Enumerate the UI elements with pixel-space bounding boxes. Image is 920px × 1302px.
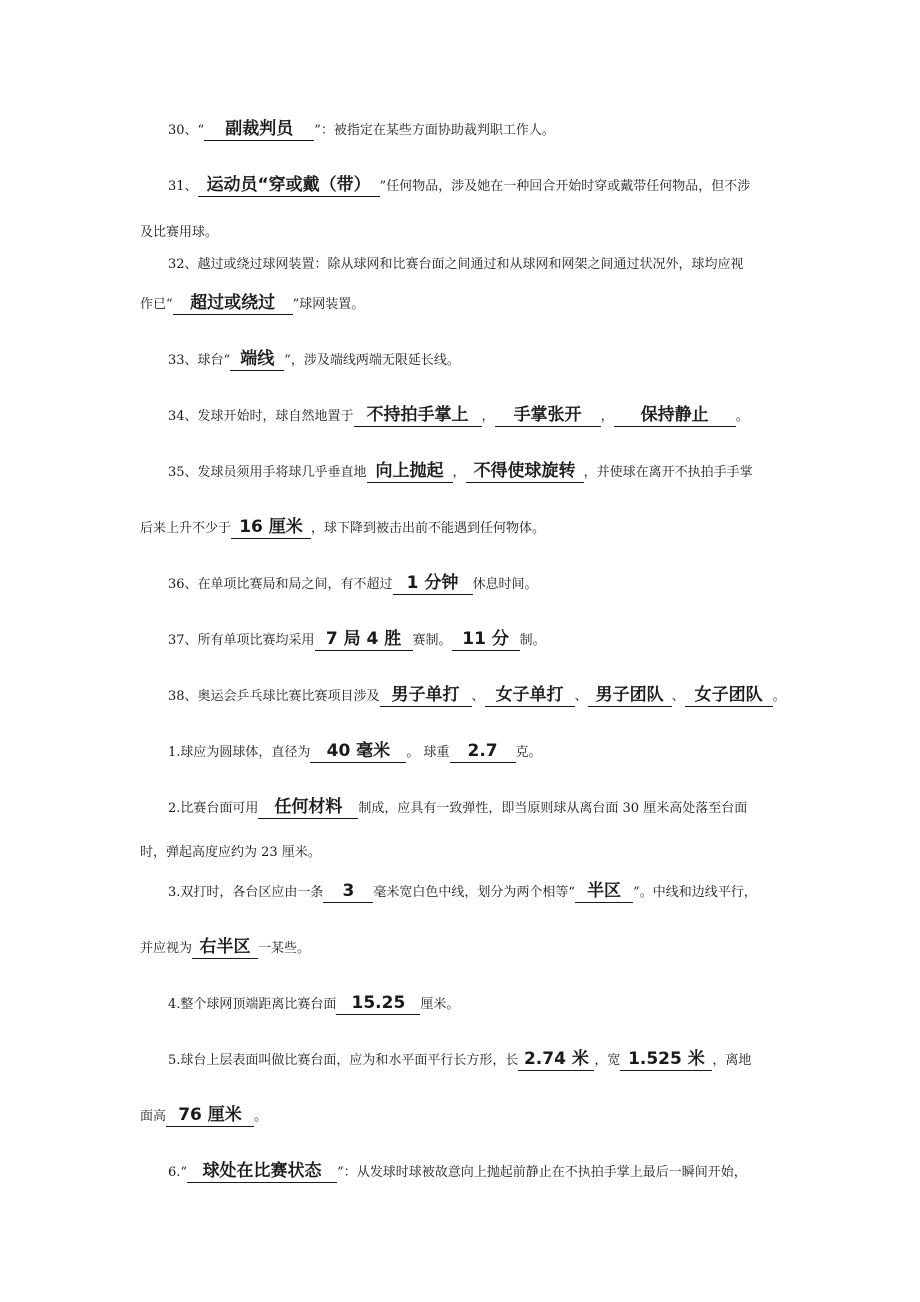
body-text: 。	[254, 1109, 268, 1124]
body-text: 1.球应为圆球体，直径为	[168, 745, 311, 760]
answer-blank: 副裁判员	[204, 118, 314, 141]
body-text: ，并使球在离开不执拍手手掌	[583, 465, 753, 480]
body-text: 3.双打时，各台区应由一条	[168, 885, 324, 900]
text-line	[0, 116, 920, 146]
answer-blank: 40 毫米	[310, 740, 406, 763]
answer-blank: 男子单打	[380, 684, 472, 707]
answer-blank: 11 分	[452, 628, 520, 651]
text-line	[0, 626, 920, 656]
body-text: ，	[600, 409, 614, 424]
body-text: 35、发球员须用手将球几乎垂直地	[168, 465, 367, 480]
body-text: ，离地	[712, 1053, 752, 1068]
text-line	[0, 682, 920, 712]
answer-blank: 球处在比赛状态	[187, 1160, 337, 1183]
body-text: ”：从发球时球被故意向上抛起前静止在不执拍手掌上最后一瞬间开始，	[337, 1165, 747, 1180]
body-text: 、	[671, 689, 685, 704]
body-text: 作已“	[140, 297, 173, 312]
body-text: 31、	[168, 179, 198, 194]
text-line	[0, 402, 920, 432]
body-text: 厘米。	[420, 997, 460, 1012]
answer-blank: 1 分钟	[393, 572, 473, 595]
text-line	[0, 346, 920, 376]
text-line	[0, 458, 920, 488]
answer-blank: 超过或绕过	[173, 292, 293, 315]
body-text: 32、越过或绕过球网装置：除从球网和比赛台面之间通过和从球网和网架之间通过状况外，球均应视	[168, 257, 744, 272]
body-text: 制。	[519, 633, 546, 648]
body-text: 后来上升不少于	[140, 521, 232, 536]
answer-blank: 任何材料	[258, 796, 358, 819]
text-line	[0, 934, 920, 964]
answer-blank: 手掌张开	[495, 404, 601, 427]
body-text: 制成，应具有一致弹性，即当原则球从离台面 30 厘米高处落至台面	[358, 801, 748, 816]
body-text: 38、奥运会乒乓球比赛比赛项目涉及	[168, 689, 380, 704]
answer-blank: 右半区	[192, 936, 258, 959]
answer-blank: 保持静止	[614, 404, 736, 427]
body-text: 及比赛用球。	[140, 225, 219, 240]
body-text: 毫米宽白色中线，划分为两个相等“	[373, 885, 576, 900]
answer-blank: 15.25	[336, 992, 420, 1015]
body-text: ，宽	[594, 1053, 621, 1068]
body-text: 30、“	[168, 123, 205, 138]
body-text: 34、发球开始时，球自然地置于	[168, 409, 354, 424]
answer-blank: 2.7	[450, 740, 516, 763]
answer-blank: 不持拍手掌上	[354, 404, 482, 427]
body-text: 面高	[140, 1109, 167, 1124]
answer-blank: 女子团队	[685, 684, 773, 707]
answer-blank: 端线	[230, 348, 284, 371]
answer-blank: 2.74 米	[518, 1048, 594, 1071]
body-text: 37、所有单项比赛均采用	[168, 633, 315, 648]
body-text: ，	[452, 465, 466, 480]
body-text: ”任何物品，涉及她在一种回合开始时穿或戴带任何物品，但不涉	[379, 179, 751, 194]
body-text: 、	[471, 689, 485, 704]
text-line	[0, 990, 920, 1020]
body-text: 36、在单项比赛局和局之间，有不超过	[168, 577, 393, 592]
body-text: ，	[481, 409, 495, 424]
text-line	[0, 514, 920, 544]
body-text: 4.整个球网顶端距离比赛台面	[168, 997, 337, 1012]
text-line	[0, 738, 920, 768]
body-text: 。	[735, 409, 749, 424]
text-line	[0, 1102, 920, 1132]
body-text: 时，弹起高度应约为 23 厘米。	[140, 845, 321, 860]
body-text: 2.比赛台面可用	[168, 801, 259, 816]
body-text: ，球下降到被击出前不能遇到任何物体。	[311, 521, 546, 536]
body-text: 赛制。	[412, 633, 452, 648]
answer-blank: 1.525 米	[620, 1048, 712, 1071]
answer-blank: 不得使球旋转	[466, 460, 584, 483]
body-text: 6.“	[168, 1165, 188, 1180]
answer-blank: 7 局 4 胜	[315, 628, 413, 651]
body-text: 33、球台“	[168, 353, 231, 368]
answer-blank: 运动员“穿或戴（带）	[198, 174, 380, 197]
text-line	[0, 250, 920, 280]
body-text: 。	[772, 689, 786, 704]
text-line	[0, 878, 920, 908]
text-line	[0, 1046, 920, 1076]
answer-blank: 半区	[575, 880, 633, 903]
answer-blank: 女子单打	[485, 684, 575, 707]
text-line	[0, 290, 920, 320]
body-text: 一某些。	[258, 941, 311, 956]
body-text: ”。中线和边线平行，	[633, 885, 757, 900]
body-text: 、	[574, 689, 588, 704]
body-text: ”：被指定在某些方面协助裁判职工作人。	[314, 123, 555, 138]
body-text: 。 球重	[406, 745, 450, 760]
body-text: ”球网装置。	[292, 297, 365, 312]
text-line	[0, 1158, 920, 1188]
answer-blank: 男子团队	[588, 684, 672, 707]
body-text: 并应视为	[140, 941, 193, 956]
body-text: 克。	[515, 745, 542, 760]
text-line	[0, 838, 920, 868]
text-line	[0, 172, 920, 202]
body-text: 休息时间。	[472, 577, 538, 592]
answer-blank: 76 厘米	[166, 1104, 254, 1127]
text-line	[0, 218, 920, 248]
answer-blank: 向上抛起	[367, 460, 453, 483]
body-text: ”，涉及端线两端无限延长线。	[284, 353, 460, 368]
answer-blank: 16 厘米	[231, 516, 311, 539]
text-line	[0, 570, 920, 600]
answer-blank: 3	[323, 880, 373, 903]
text-line	[0, 794, 920, 824]
body-text: 5.球台上层表面叫做比赛台面，应为和水平面平行长方形，长	[168, 1053, 519, 1068]
